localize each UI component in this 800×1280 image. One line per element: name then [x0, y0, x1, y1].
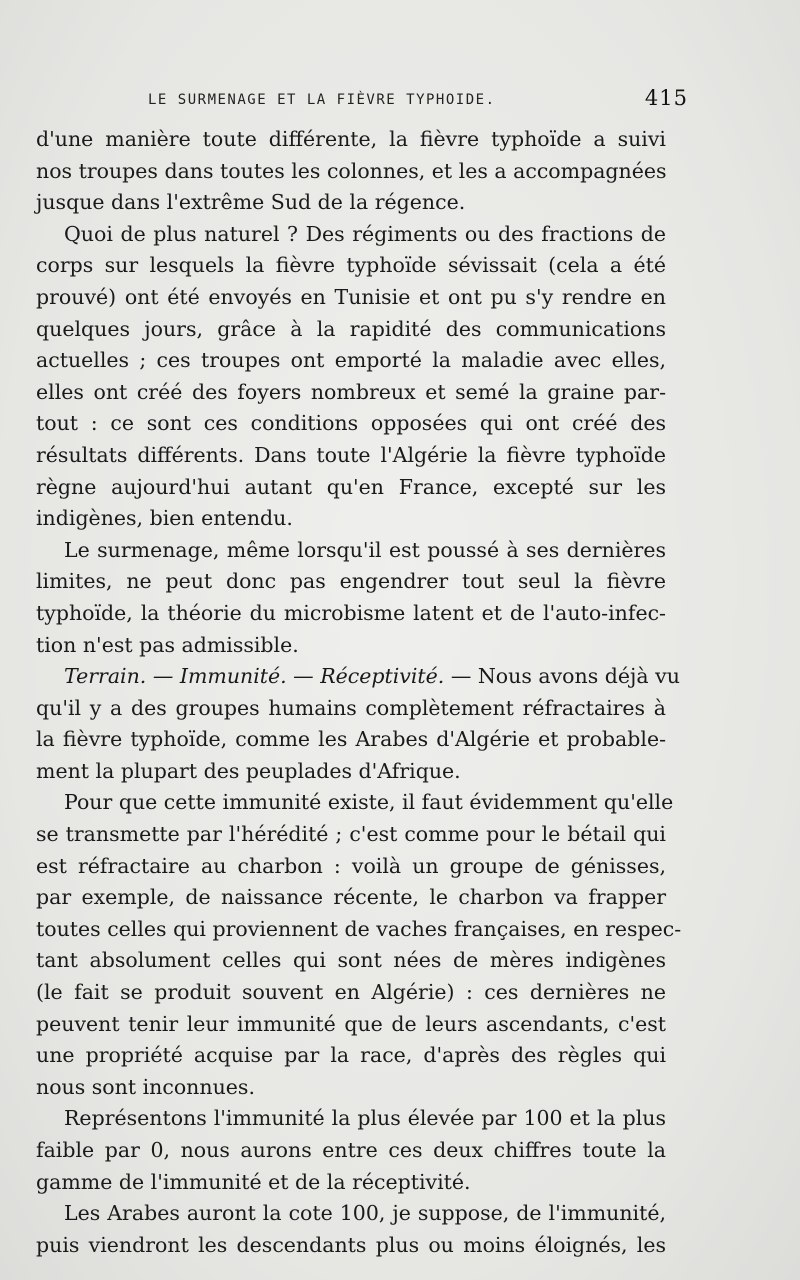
text-line: prouvé) ont été envoyés en Tunisie et ont pu s'y rendre en [36, 284, 666, 309]
section-heading-rest: — Nous avons déjà vu [444, 664, 680, 689]
page-header [148, 88, 688, 116]
text-line: elles ont créé des foyers nombreux et semé la graine par- [36, 379, 666, 404]
text-line: (le fait se produit souvent en Algérie) : ces dernières ne [36, 980, 666, 1005]
text-line: jusque dans l'extrême Sud de la régence. [36, 190, 466, 215]
text-line: tout : ce sont ces conditions opposées qui ont créé des [36, 411, 666, 436]
text-line: peuvent tenir leur immunité que de leurs ascendants, c'est [36, 1011, 666, 1036]
text-line: la fièvre typhoïde, comme les Arabes d'Algérie et probable- [36, 727, 666, 752]
text-line: actuelles ; ces troupes ont emporté la maladie avec elles, [36, 348, 666, 373]
text-line: résultats différents. Dans toute l'Algérie la fièvre typhoïde [36, 442, 666, 467]
text-line: toutes celles qui proviennent de vaches françaises, en respec- [36, 916, 682, 941]
text-line: tant absolument celles qui sont nées de mères indigènes [36, 948, 666, 973]
text-line: par exemple, de naissance récente, le charbon va frapper [36, 885, 666, 910]
body-text [36, 124, 682, 1261]
text-line: corps sur lesquels la fièvre typhoïde sévissait (cela a été [36, 253, 666, 278]
text-line: limites, ne peut donc pas engendrer tout seul la fièvre [36, 569, 666, 594]
text-line: quelques jours, grâce à la rapidité des communications [36, 316, 666, 341]
text-line: Le surmenage, même lorsqu'il est poussé à ses dernières [64, 537, 666, 562]
page-number: 415 [644, 86, 688, 110]
text-line: se transmette par l'hérédité ; c'est comme pour le bétail qui [36, 822, 666, 847]
text-line: est réfractaire au charbon : voilà un groupe de génisses, [36, 853, 666, 878]
text-line: tion n'est pas admissible. [36, 632, 299, 657]
text-line: gamme de l'immunité et de la réceptivité. [36, 1169, 471, 1194]
text-line: indigènes, bien entendu. [36, 506, 293, 531]
section-heading-line [36, 661, 680, 693]
section-heading: Terrain. — Immunité. — Réceptivité. [64, 664, 445, 689]
text-line: puis viendront les descendants plus ou moins éloignés, les [36, 1232, 666, 1257]
text-line: nos troupes dans toutes les colonnes, et les a accompagnées [36, 158, 667, 183]
text-line: ment la plupart des peuplades d'Afrique. [36, 758, 461, 783]
text-line: nous sont inconnues. [36, 1074, 255, 1099]
text-line: qu'il y a des groupes humains complètement réfractaires à [36, 695, 666, 720]
text-line: d'une manière toute différente, la fièvre typhoïde a suivi [36, 127, 666, 151]
text-line: typhoïde, la théorie du microbisme latent et de l'auto-infec- [36, 600, 666, 625]
text-line: faible par 0, nous aurons entre ces deux chiffres toute la [36, 1138, 666, 1162]
text-line: règne aujourd'hui autant qu'en France, excepté sur les [36, 474, 666, 499]
text-line: une propriété acquise par la race, d'après des règles qui [36, 1043, 666, 1068]
running-title: LE SURMENAGE ET LA FIÈVRE TYPHOIDE. [148, 92, 496, 108]
text-line: Quoi de plus naturel ? Des régiments ou des fractions de [64, 221, 666, 246]
text-line: Les Arabes auront la cote 100, je suppose, de l'immunité, [64, 1201, 666, 1226]
text-line: Pour que cette immunité existe, il faut évidemment qu'elle [64, 790, 674, 815]
text-line: Représentons l'immunité la plus élevée par 100 et la plus [64, 1106, 666, 1131]
